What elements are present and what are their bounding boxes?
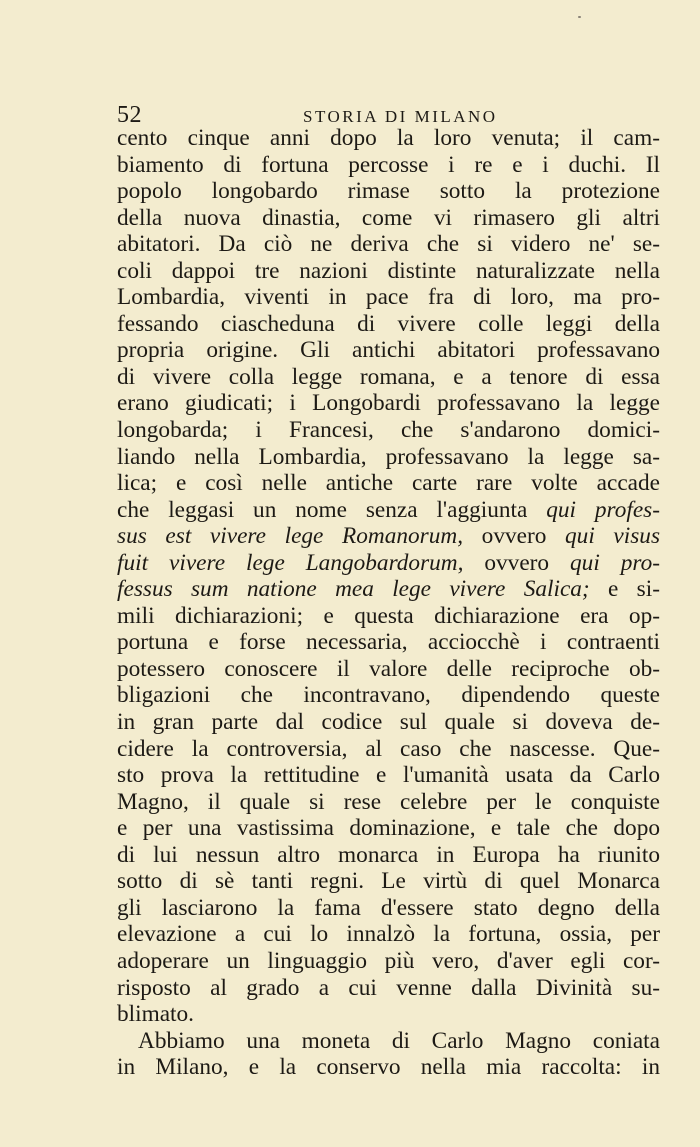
- text-segment: liando nella Lombardia, professavano la legge sa-: [117, 443, 660, 470]
- text-line: [117, 205, 660, 232]
- text-line: [117, 125, 660, 152]
- text-line: [117, 284, 660, 311]
- text-line: [117, 178, 660, 205]
- running-title: STORIA DI MILANO: [303, 107, 498, 126]
- text-line: [117, 603, 660, 630]
- text-line: [117, 842, 660, 869]
- text-segment: di lui nessun altro monarca in Europa ha riunito: [117, 841, 660, 868]
- text-segment: in gran parte dal codice sul quale si doveva de-: [117, 709, 660, 736]
- text-segment: erano giudicati; i Longobardi professavano la legge: [117, 390, 660, 417]
- text-line: [117, 231, 660, 258]
- text-line: [117, 470, 660, 497]
- text-segment: in Milano, e la conservo nella mia raccolta: in: [117, 1054, 660, 1081]
- text-line: [117, 337, 660, 364]
- text-segment: propria origine. Gli antichi abitatori professavano: [117, 337, 660, 364]
- text-line: [117, 364, 660, 391]
- text-line: [117, 815, 660, 842]
- text-line: [117, 523, 660, 550]
- text-line: [117, 895, 660, 922]
- text-line: [117, 1001, 660, 1028]
- text-segment: di vivere colla legge romana, e a tenore di essa: [117, 363, 660, 390]
- text-line: [117, 152, 660, 179]
- page-number: 52: [117, 102, 142, 128]
- text-segment: popolo longobardo rimase sotto la protezione: [117, 178, 660, 205]
- text-segment: Magno, il quale si rese celebre per le conquiste: [117, 788, 660, 815]
- text-segment: potessero conoscere il valore delle reciproche ob-: [117, 655, 660, 682]
- text-line: [117, 709, 660, 736]
- italic-phrase: sus est vivere lege Romanorum,: [117, 523, 464, 550]
- text-segment: cidere la controversia, al caso che nascesse. Que-: [117, 735, 660, 762]
- text-segment: elevazione a cui lo innalzò la fortuna, ossia, per: [117, 921, 660, 948]
- text-line: [117, 789, 660, 816]
- text-segment: longobarda; i Francesi, che s'andarono domici-: [117, 417, 660, 444]
- text-segment: portuna e forse necessaria, acciocchè i contraenti: [117, 629, 660, 656]
- text-segment: risposto al grado a cui venne dalla Divinità su-: [117, 974, 660, 1001]
- text-line: [117, 258, 660, 285]
- text-line: [117, 736, 660, 763]
- text-segment: ovvero: [463, 549, 571, 576]
- text-line: [117, 868, 660, 895]
- text-line: [117, 550, 660, 577]
- text-line: [117, 948, 660, 975]
- text-segment: abitatori. Da ciò ne deriva che si videro ne' se-: [117, 231, 660, 258]
- text-segment: ovvero: [463, 523, 566, 550]
- text-line: [117, 656, 660, 683]
- text-segment: bligazioni che incontravano, dipendendo queste: [117, 682, 660, 709]
- body-text: [117, 125, 660, 1081]
- text-line: [117, 629, 660, 656]
- text-line: [117, 497, 660, 524]
- text-line: [117, 1054, 660, 1081]
- text-segment: adoperare un linguaggio più vero, d'aver egli cor-: [117, 947, 660, 974]
- text-segment: blimato.: [117, 1001, 195, 1028]
- italic-phrase: qui profes-: [546, 496, 660, 523]
- text-line: [117, 921, 660, 948]
- text-line: [117, 417, 660, 444]
- italic-phrase: fessus sum natione mea lege vivere Salica;: [117, 576, 590, 603]
- paper-speck: [578, 16, 581, 18]
- text-segment: mili dichiarazioni; e questa dichiarazione era op-: [117, 602, 660, 629]
- text-segment: che leggasi un nome senza l'aggiunta: [117, 496, 547, 523]
- text-segment: Lombardia, viventi in pace fra di loro, ma pro-: [117, 284, 660, 311]
- text-segment: coli dappoi tre nazioni distinte naturalizzate nella: [117, 257, 660, 284]
- italic-phrase: qui visus: [565, 523, 661, 550]
- text-line: [117, 444, 660, 471]
- text-line: [117, 975, 660, 1002]
- text-line: [117, 390, 660, 417]
- text-segment: della nuova dinastia, come vi rimasero gli altri: [117, 204, 660, 231]
- text-segment: sto prova la rettitudine e l'umanità usata da Carlo: [117, 762, 660, 789]
- text-segment: cento cinque anni dopo la loro venuta; il cam-: [117, 125, 660, 151]
- italic-phrase: qui pro-: [570, 549, 660, 576]
- text-segment: Abbiamo una moneta di Carlo Magno coniata: [138, 1027, 660, 1054]
- text-line: [117, 311, 660, 338]
- text-line: [117, 576, 660, 603]
- text-segment: e per una vastissima dominazione, e tale che dopo: [117, 815, 660, 842]
- italic-phrase: fuit vivere lege Langobardorum,: [117, 549, 464, 576]
- text-line: [117, 1028, 660, 1055]
- text-line: [117, 682, 660, 709]
- text-segment: biamento di fortuna percosse i re e i duchi. Il: [117, 151, 660, 178]
- text-segment: gli lasciarono la fama d'essere stato degno della: [117, 894, 660, 921]
- text-segment: fessando ciascheduna di vivere colle leggi della: [117, 310, 660, 337]
- text-line: [117, 762, 660, 789]
- text-segment: e si-: [589, 576, 660, 603]
- text-segment: sotto di sè tanti regni. Le virtù di quel Monarca: [117, 868, 660, 895]
- text-segment: lica; e così nelle antiche carte rare volte accade: [117, 470, 660, 497]
